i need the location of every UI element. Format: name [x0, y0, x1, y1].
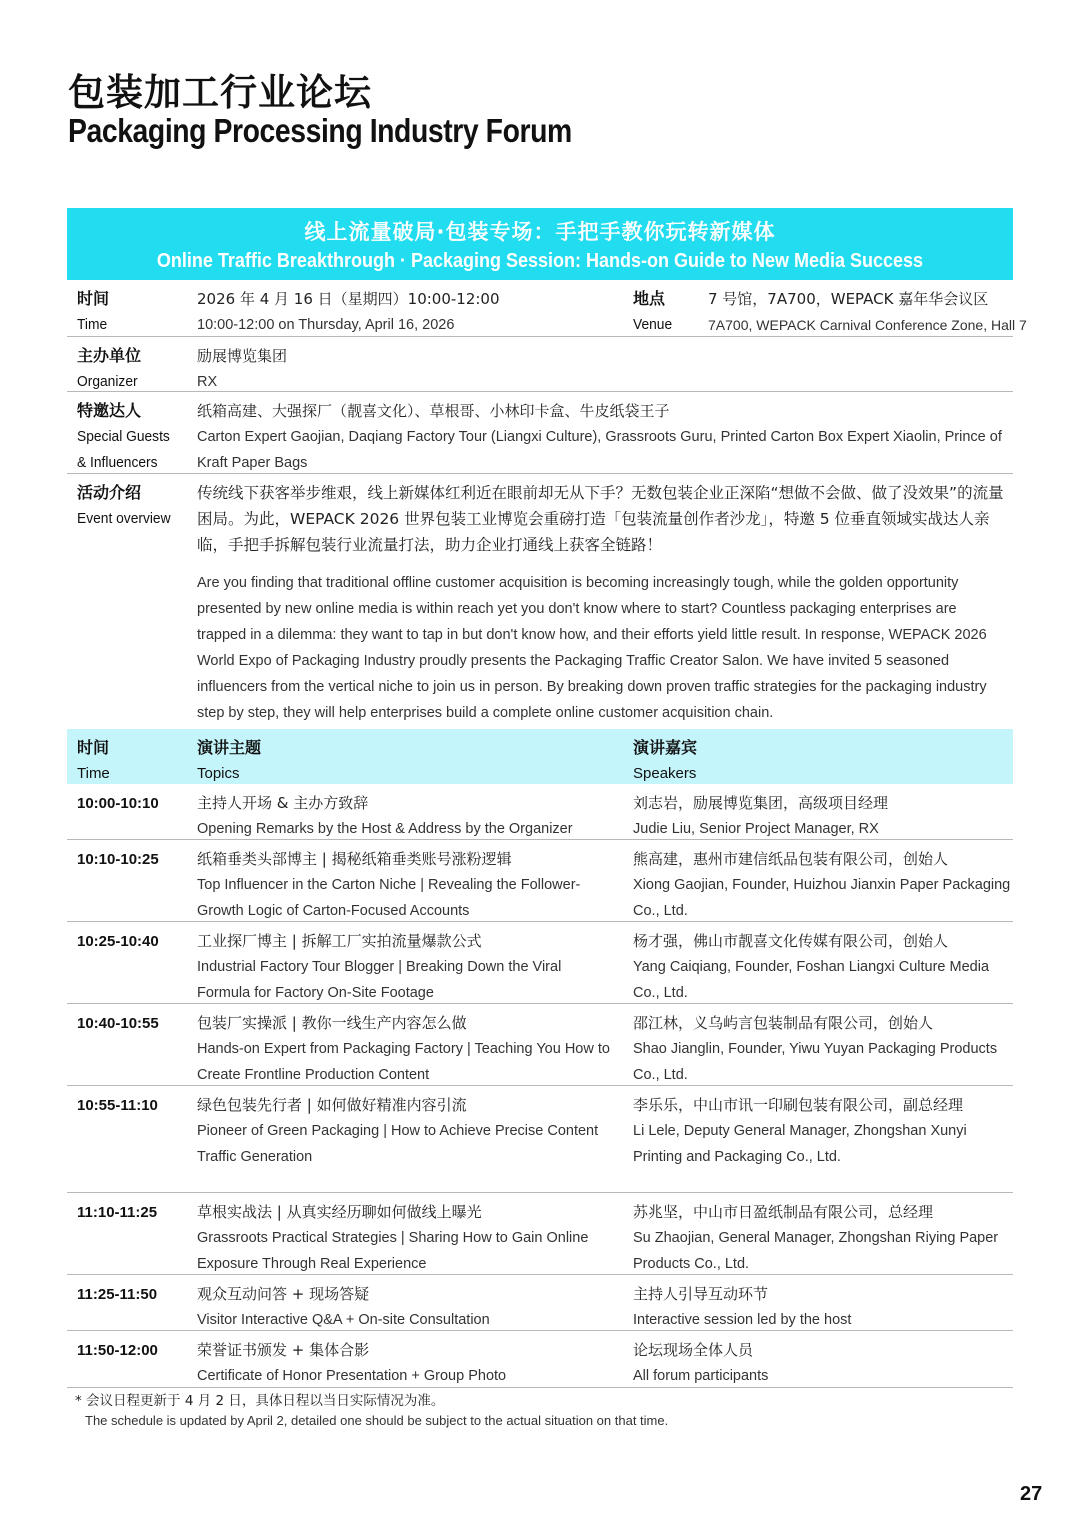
- table-row: [67, 1275, 1013, 1331]
- row-speaker-cn: 论坛现场全体人员: [633, 1341, 754, 1359]
- row-speaker-en: Interactive session led by the host: [633, 1312, 852, 1328]
- row-speaker-en: Yang Caiqiang, Founder, Foshan Liangxi Culture Media Co., Ltd.: [633, 959, 990, 1001]
- guests-value-en: Carton Expert Gaojian, Daqiang Factory Tour (Liangxi Culture), Grassroots Guru, Printed Carton Box Expert Xiaolin, Prince of Kraft Paper Bags: [197, 429, 1002, 471]
- row-topic-cn: 纸箱垂类头部博主 | 揭秘纸箱垂类账号涨粉逻辑: [197, 850, 512, 868]
- venue-label-en: Venue: [633, 316, 673, 333]
- page-title-cn: 包装加工行业论坛: [68, 71, 372, 114]
- info-row-overview: [67, 474, 1013, 729]
- venue-value-cn: 7 号馆，7A700，WEPACK 嘉年华会议区: [708, 290, 989, 308]
- row-topic-en: Hands-on Expert from Packaging Factory | Teaching You How to Create Frontline Production Content: [197, 1041, 610, 1083]
- overview-text-en: Are you finding that traditional offline customer acquisition is becoming increasingly tough, while the golden opportunity presented by new online media is within reach yet you don't know where to start? Countless packaging enterprises are trapped in a dilemma: they want to tap in but don't know how, and their efforts yield little result. In response, WEPACK 2026 World Expo of Packaging Industry proudly presents the Packaging Traffic Creator Salon. We have invited 5 seasoned influencers from the vertical niche to join us in person. By breaking down proven traffic strategies for the packaging industry step by step, they will help enterprises build a complete online customer acquisition chain.: [197, 575, 987, 721]
- row-time: 10:00-10:10: [77, 795, 159, 812]
- forum-table: [67, 208, 1027, 1388]
- row-topic-en: Opening Remarks by the Host & Address by the Organizer: [197, 821, 573, 837]
- row-topic-cn: 荣誉证书颁发 + 集体合影: [197, 1341, 370, 1359]
- row-time: 10:10-10:25: [77, 851, 159, 868]
- row-topic-cn: 主持人开场 & 主办方致辞: [197, 794, 369, 812]
- time-value-cn: 2026 年 4 月 16 日（星期四）10:00-12:00: [197, 290, 500, 308]
- organizer-label-cn: 主办单位: [77, 346, 142, 365]
- row-speaker-en: Xiong Gaojian, Founder, Huizhou Jianxin Paper Packaging Co., Ltd.: [633, 877, 1011, 919]
- row-time: 10:55-11:10: [77, 1097, 158, 1114]
- venue-value-en: 7A700, WEPACK Carnival Conference Zone, Hall 7: [708, 317, 1027, 333]
- footnote-cn: * 会议日程更新于 4 月 2 日，具体日程以当日实际情况为准。: [75, 1393, 445, 1409]
- guests-label-en-2: & Influencers: [77, 454, 158, 471]
- row-speaker-en: Shao Jianglin, Founder, Yiwu Yuyan Packaging Products Co., Ltd.: [633, 1041, 998, 1083]
- header-speakers-cn: 演讲嘉宾: [633, 738, 698, 757]
- row-speaker-cn: 主持人引导互动环节: [633, 1285, 769, 1303]
- info-row-guests: [67, 392, 1013, 474]
- table-row: [67, 1004, 1013, 1086]
- row-topic-en: Grassroots Practical Strategies | Sharing How to Gain Online Exposure Through Real Experience: [197, 1230, 589, 1272]
- organizer-label-en: Organizer: [77, 373, 138, 390]
- row-speaker-cn: 刘志岩，励展博览集团，高级项目经理: [633, 794, 889, 812]
- header-topics-en: Topics: [197, 765, 240, 782]
- row-speaker-cn: 杨才强，佛山市靓喜文化传媒有限公司，创始人: [633, 932, 949, 950]
- venue-label-cn: 地点: [633, 289, 666, 308]
- row-speaker-cn: 李乐乐，中山市讯一印刷包装有限公司，副总经理: [633, 1096, 964, 1114]
- header-time-cn: 时间: [77, 738, 110, 757]
- guests-label-cn: 特邀达人: [77, 401, 142, 420]
- row-topic-en: Industrial Factory Tour Blogger | Breaking Down the Viral Formula for Factory On-Site Footage: [197, 959, 562, 1001]
- row-topic-en: Top Influencer in the Carton Niche | Revealing the Follower-Growth Logic of Carton-Focused Accounts: [197, 877, 581, 919]
- table-row: [67, 840, 1013, 922]
- table-row: [67, 784, 1013, 840]
- overview-text-cn: 传统线下获客举步维艰，线上新媒体红利近在眼前却无从下手？无数包装企业正深陷“想做不会做、做了没效果”的流量困局。为此，WEPACK 2026 世界包装工业博览会重磅打造「包装流量创作者沙龙」，特邀 5 位垂直领域实战达人亲临，手把手拆解包装行业流量打法，助力企业打通线上获客全链路！: [197, 484, 1004, 554]
- row-time: 11:10-11:25: [77, 1204, 158, 1221]
- row-topic-en: Certificate of Honor Presentation + Group Photo: [197, 1368, 507, 1384]
- schedule-header: [67, 729, 1013, 784]
- row-topic-cn: 绿色包装先行者 | 如何做好精准内容引流: [197, 1096, 467, 1114]
- row-speaker-en: Judie Liu, Senior Project Manager, RX: [633, 821, 879, 837]
- row-topic-cn: 包装厂实操派 | 教你一线生产内容怎么做: [197, 1014, 467, 1032]
- overview-label-cn: 活动介绍: [77, 483, 142, 502]
- header-topics-cn: 演讲主题: [197, 738, 262, 757]
- guests-value-cn: 纸箱高建、大强探厂（靓喜文化）、草根哥、小林印卡盒、牛皮纸袋王子: [197, 402, 670, 420]
- row-topic-cn: 观众互动问答 + 现场答疑: [197, 1285, 370, 1303]
- row-speaker-cn: 苏兆坚，中山市日盈纸制品有限公司，总经理: [633, 1203, 934, 1221]
- page-title-en: Packaging Processing Industry Forum: [68, 112, 572, 149]
- overview-label-en: Event overview: [77, 510, 171, 527]
- row-time: 10:40-10:55: [77, 1015, 159, 1032]
- time-value-en: 10:00-12:00 on Thursday, April 16, 2026: [197, 317, 455, 333]
- header-time-en: Time: [77, 765, 110, 782]
- row-topic-cn: 工业探厂博主 | 拆解工厂实拍流量爆款公式: [197, 932, 482, 950]
- time-label-en: Time: [77, 316, 108, 333]
- time-label-cn: 时间: [77, 289, 110, 308]
- session-title-cn: 线上流量破局·包装专场：手把手教你玩转新媒体: [304, 220, 776, 244]
- organizer-value-cn: 励展博览集团: [197, 347, 288, 365]
- row-topic-en: Visitor Interactive Q&A + On-site Consultation: [197, 1312, 490, 1328]
- row-speaker-cn: 邵江林，义乌屿言包装制品有限公司，创始人: [633, 1014, 934, 1032]
- table-row: [67, 1331, 1013, 1388]
- row-time: 11:25-11:50: [77, 1286, 158, 1303]
- row-time: 11:50-12:00: [77, 1342, 158, 1359]
- table-row: [67, 1086, 1013, 1193]
- row-speaker-en: Su Zhaojian, General Manager, Zhongshan Riying Paper Products Co., Ltd.: [633, 1230, 999, 1272]
- organizer-value-en: RX: [197, 374, 218, 390]
- footnote-en: The schedule is updated by April 2, detailed one should be subject to the actual situation on that time.: [85, 1413, 669, 1428]
- table-row: [67, 922, 1013, 1004]
- info-row-time-venue: [67, 280, 1027, 337]
- row-speaker-cn: 熊高建，惠州市建信纸品包装有限公司，创始人: [633, 850, 949, 868]
- row-speaker-en: All forum participants: [633, 1368, 769, 1384]
- page-number: 27: [1020, 1483, 1043, 1505]
- header-speakers-en: Speakers: [633, 765, 697, 782]
- info-row-organizer: [67, 337, 1013, 392]
- row-time: 10:25-10:40: [77, 933, 159, 950]
- row-topic-cn: 草根实战法 | 从真实经历聊如何做线上曝光: [197, 1203, 482, 1221]
- row-topic-en: Pioneer of Green Packaging | How to Achieve Precise Content Traffic Generation: [197, 1123, 599, 1165]
- table-row: [67, 1193, 1013, 1275]
- session-banner: [67, 208, 1013, 280]
- row-speaker-en: Li Lele, Deputy General Manager, Zhongshan Xunyi Printing and Packaging Co., Ltd.: [633, 1123, 967, 1165]
- guests-label-en-1: Special Guests: [77, 428, 170, 445]
- session-title-en: Online Traffic Breakthrough · Packaging Session: Hands-on Guide to New Media Success: [156, 250, 924, 272]
